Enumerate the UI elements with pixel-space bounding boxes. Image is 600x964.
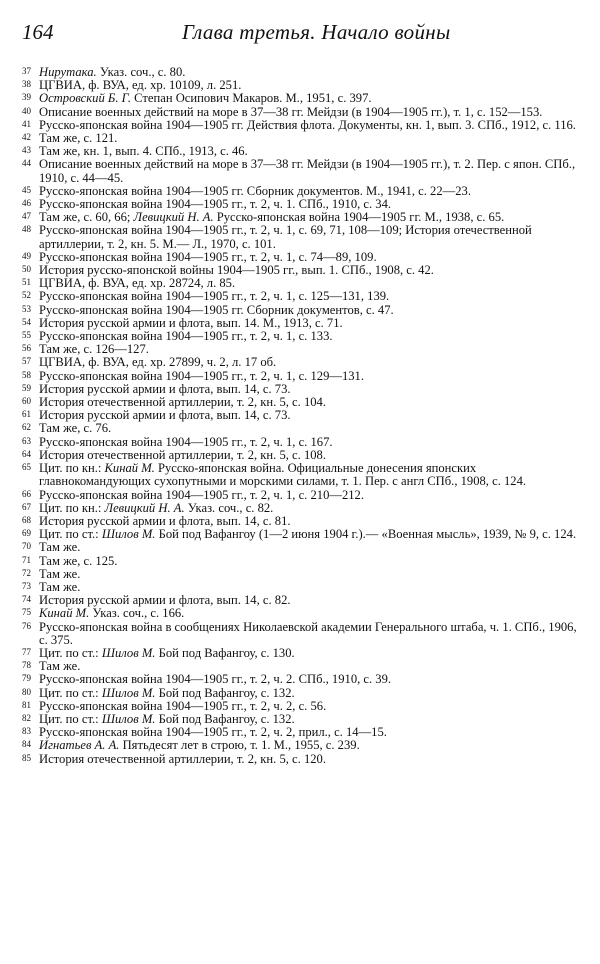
endnote-body: Описание военных действий на море в 37—38 гг. Мейдзи (в 1904—1905 гг.), т. 2. Пер. с япон. СПб., 1910, с. 44—45.	[39, 157, 576, 185]
endnote-text	[39, 699, 326, 713]
endnote-number: 38	[22, 79, 31, 90]
endnote-body: Указ. соч., с. 82.	[187, 500, 274, 515]
endnote-number: 48	[22, 224, 31, 235]
endnote-body: Русско-японская война 1904—1905 гг. Сборник документов. М., 1941, с. 22—23.	[39, 183, 471, 198]
endnote-number: 77	[22, 646, 31, 657]
endnote-body: Там же, с. 125.	[39, 553, 118, 568]
endnote-text	[39, 752, 326, 766]
endnote-number: 71	[22, 554, 31, 565]
endnote-number: 79	[22, 673, 31, 684]
endnote-body: ЦГВИА, ф. ВУА, ед. хр. 28724, л. 85.	[39, 276, 236, 291]
endnote-text	[39, 554, 117, 568]
endnote-body: Русско-японская война 1904—1905 гг., т. 2, ч. 1, с. 69, 71, 108—109; История отечественной артиллерии, т. 2, кн. 5. М.— Л., 1970, с. 101.	[39, 223, 532, 251]
endnote-number: 85	[22, 752, 31, 763]
endnote-number: 39	[22, 92, 31, 103]
endnote-text	[39, 65, 185, 79]
endnote-body: Русско-японская война. Официальные донесения японских главнокомандующих сухопутными и морскими силами, т. 1. Пер. с англ СПб., 1908, с. 124.	[39, 461, 527, 489]
endnote-body: Там же.	[39, 540, 81, 555]
endnote-text	[39, 91, 372, 105]
endnote	[22, 462, 588, 488]
endnote-number: 57	[22, 356, 31, 367]
endnote-body: Там же, с. 121.	[39, 131, 118, 146]
endnote-body: Бой под Вафангоу, с. 132.	[158, 685, 295, 700]
endnote-number: 59	[22, 382, 31, 393]
page-header	[22, 20, 588, 46]
endnote-prefix: Цит. по ст.:	[39, 685, 99, 700]
endnote-body: Пятьдесят лет в строю, т. 1. М., 1955, с. 239.	[122, 738, 360, 753]
endnote-prefix: Цит. по ст.:	[39, 711, 99, 726]
endnote-text	[39, 527, 576, 541]
endnote	[22, 647, 588, 660]
endnote-body: История отечественной артиллерии, т. 2, кн. 5, с. 108.	[39, 447, 326, 462]
endnote-number: 49	[22, 250, 31, 261]
endnote-text	[39, 78, 241, 92]
endnote-author: Нирутака.	[39, 65, 97, 79]
endnote-prefix: Цит. по ст.:	[39, 645, 99, 660]
endnote-number: 78	[22, 660, 31, 671]
endnote-author: Игнатьев А. А.	[39, 738, 120, 753]
endnote-number: 60	[22, 396, 31, 407]
endnote-body: История отечественной артиллерии, т. 2, кн. 5, с. 120.	[39, 751, 326, 766]
endnote-body: История русской армии и флота, вып. 14, с. 81.	[39, 513, 291, 528]
endnote-number: 80	[22, 686, 31, 697]
endnote-text	[39, 501, 273, 515]
endnote-text	[39, 606, 184, 620]
endnote-text	[39, 197, 391, 211]
endnote-body: Русско-японская война 1904—1905 гг., т. 2, ч. 1, с. 74—89, 109.	[39, 249, 377, 264]
endnote	[22, 555, 588, 568]
endnote-text	[39, 263, 434, 277]
endnote-body: Указ. соч., с. 166.	[92, 606, 185, 621]
endnote-author: Шилов М.	[101, 527, 156, 542]
endnote-text	[39, 514, 291, 528]
endnote-text	[39, 395, 326, 409]
endnote-number: 61	[22, 409, 31, 420]
endnote-body: Указ. соч., с. 80.	[99, 65, 186, 79]
endnote-text	[39, 223, 532, 250]
endnote-body: История отечественной артиллерии, т. 2, кн. 5, с. 104.	[39, 395, 326, 410]
endnote-text	[39, 646, 295, 660]
endnote-author: Шилов М.	[101, 711, 156, 726]
endnote-body: Русско-японская война 1904—1905 гг., т. 2, ч. 1, с. 167.	[39, 434, 333, 449]
endnote-text	[39, 672, 391, 686]
endnote-body: Там же.	[39, 579, 81, 594]
endnote-number: 67	[22, 501, 31, 512]
endnote-text	[39, 580, 80, 594]
endnote-number: 42	[22, 132, 31, 143]
endnote-number: 63	[22, 435, 31, 446]
endnote-text	[39, 435, 333, 449]
endnote-text	[39, 659, 80, 673]
endnote-body: Там же.	[39, 566, 81, 581]
endnote-author: Шилов М.	[101, 645, 156, 660]
endnote-text	[39, 421, 111, 435]
endnote-text	[39, 725, 387, 739]
endnotes-list	[22, 66, 588, 766]
endnote-prefix: Цит. по ст.:	[39, 527, 99, 542]
endnote-number: 83	[22, 726, 31, 737]
page-number: 164	[22, 20, 54, 44]
endnote-number: 52	[22, 290, 31, 301]
endnote-number: 72	[22, 567, 31, 578]
endnote-number: 58	[22, 369, 31, 380]
endnote-text	[39, 276, 235, 290]
endnote-number: 73	[22, 580, 31, 591]
endnote-number: 43	[22, 145, 31, 156]
endnote-text	[39, 712, 295, 726]
endnote-body: ЦГВИА, ф. ВУА, ед. хр. 10109, л. 251.	[39, 78, 242, 93]
endnote-body: Русско-японская война 1904—1905 гг., т. 2, ч. 1, с. 129—131.	[39, 368, 364, 383]
endnote-text	[39, 593, 291, 607]
endnote-number: 45	[22, 184, 31, 195]
endnote-text	[39, 131, 117, 145]
endnote-text	[39, 620, 577, 647]
endnote-body: Бой под Вафангоу (1—2 июня 1904 г.).— «Военная мысль», 1939, № 9, с. 124.	[158, 527, 577, 542]
endnote-text	[39, 105, 542, 119]
endnote-text	[39, 540, 80, 554]
endnote-number: 70	[22, 541, 31, 552]
endnote-body: Русско-японская война 1904—1905 гг., т. 2, ч. 2, с. 56.	[39, 698, 327, 713]
endnote-text	[39, 567, 80, 581]
endnote-number: 50	[22, 264, 31, 275]
endnote-body: История русской армии и флота, вып. 14, с. 73.	[39, 408, 291, 423]
endnote-body: Русско-японская война 1904—1905 гг., т. 2, ч. 2, прил., с. 14—15.	[39, 725, 387, 740]
endnote-body: Русско-японская война 1904—1905 гг. Действия флота. Документы, кн. 1, вып. 3. СПб., 1912, с. 116.	[39, 117, 576, 132]
endnote-number: 76	[22, 620, 31, 631]
endnote-body: Русско-японская война 1904—1905 гг., т. 2, ч. 1. СПб., 1910, с. 34.	[39, 197, 392, 212]
endnote-author: Шилов М.	[101, 685, 156, 700]
endnote-text	[39, 303, 394, 317]
endnote-author: Кинай М.	[39, 606, 90, 621]
endnote-number: 74	[22, 594, 31, 605]
endnote-number: 84	[22, 739, 31, 750]
endnote	[22, 568, 588, 581]
endnote	[22, 528, 588, 541]
endnote-body: Бой под Вафангоу, с. 130.	[158, 645, 295, 660]
endnote-number: 62	[22, 422, 31, 433]
endnote	[22, 158, 588, 184]
endnote-number: 56	[22, 343, 31, 354]
endnote-body: ЦГВИА, ф. ВУА, ед. хр. 27899, ч. 2, л. 17 об.	[39, 355, 277, 370]
endnote-body: История русской армии и флота, вып. 14, с. 82.	[39, 593, 291, 608]
endnote-text	[39, 355, 276, 369]
endnote-text	[39, 118, 576, 132]
endnote-number: 75	[22, 607, 31, 618]
endnote	[22, 753, 588, 766]
endnote-text	[39, 461, 526, 488]
endnote-author: Левицкий Н. А.	[104, 500, 185, 515]
endnote-text	[39, 144, 248, 158]
endnote-body: Русско-японская война 1904—1905 гг. Сборник документов, с. 47.	[39, 302, 394, 317]
endnote-text	[39, 157, 575, 184]
endnote-body: История русской армии и флота, вып. 14. М., 1913, с. 71.	[39, 315, 343, 330]
endnote-text	[39, 342, 149, 356]
endnote-number: 40	[22, 105, 31, 116]
endnote-prefix: Цит. по кн.:	[39, 500, 102, 515]
endnote	[22, 621, 588, 647]
endnote-number: 37	[22, 66, 31, 76]
endnote-author: Левицкий Н. А.	[133, 210, 214, 225]
endnote-text	[39, 408, 291, 422]
endnote-number: 41	[22, 118, 31, 129]
endnote-number: 66	[22, 488, 31, 499]
endnote-text	[39, 329, 333, 343]
endnote-text	[39, 369, 364, 383]
endnote-body: Там же, с. 126—127.	[39, 342, 149, 357]
endnote-body: Степан Осипович Макаров. М., 1951, с. 397.	[134, 91, 372, 106]
endnote-text	[39, 382, 291, 396]
endnote-body: Русско-японская война 1904—1905 гг. М., 1938, с. 65.	[216, 210, 505, 225]
endnote-body: Русско-японская война в сообщениях Николаевской академии Генерального штаба, ч. 1. СПб., 1906, с. 375.	[39, 619, 577, 647]
endnote-prefix: Цит. по кн.:	[39, 461, 102, 476]
endnote-number: 46	[22, 198, 31, 209]
endnote-body: Русско-японская война 1904—1905 гг., т. 2, ч. 1, с. 125—131, 139.	[39, 289, 390, 304]
endnote-text	[39, 210, 504, 224]
endnote-number: 47	[22, 211, 31, 222]
endnote-body: Русско-японская война 1904—1905 гг., т. 2, ч. 1, с. 133.	[39, 329, 333, 344]
endnote-body: История русской армии и флота, вып. 14, с. 73.	[39, 381, 291, 396]
endnote-author: Кинай М.	[104, 461, 155, 476]
endnote-number: 81	[22, 699, 31, 710]
endnote-number: 53	[22, 303, 31, 314]
endnote-number: 51	[22, 277, 31, 288]
endnote-prefix: Там же, с. 60, 66;	[39, 210, 131, 225]
endnote-body: Русско-японская война 1904—1905 гг., т. 2, ч. 2. СПб., 1910, с. 39.	[39, 672, 392, 687]
endnote-body: Русско-японская война 1904—1905 гг., т. 2, ч. 1, с. 210—212.	[39, 487, 364, 502]
endnote-body: Там же.	[39, 659, 81, 674]
endnote-text	[39, 488, 364, 502]
endnote-text	[39, 448, 326, 462]
endnote-number: 54	[22, 316, 31, 327]
endnote-text	[39, 250, 377, 264]
endnote-text	[39, 738, 360, 752]
endnote-text	[39, 316, 343, 330]
endnote-body: Описание военных действий на море в 37—38 гг. Мейдзи (в 1904—1905 гг.), т. 1, с. 152—153.	[39, 104, 543, 119]
endnote-number: 55	[22, 330, 31, 341]
endnote-number: 44	[22, 158, 31, 169]
endnote-body: Там же, кн. 1, вып. 4. СПб., 1913, с. 46.	[39, 144, 248, 159]
endnote-text	[39, 184, 471, 198]
endnote-number: 69	[22, 528, 31, 539]
endnote-number: 82	[22, 712, 31, 723]
endnote-body: История русско-японской войны 1904—1905 гг., вып. 1. СПб., 1908, с. 42.	[39, 263, 434, 278]
endnote-number: 68	[22, 514, 31, 525]
endnote	[22, 224, 588, 250]
endnote-body: Бой под Вафангоу, с. 132.	[158, 711, 295, 726]
endnote-body: Там же, с. 76.	[39, 421, 112, 436]
endnote-author: Островский Б. Г.	[39, 91, 131, 106]
endnote-number: 64	[22, 448, 31, 459]
endnote-text	[39, 289, 389, 303]
endnote-text	[39, 686, 295, 700]
running-head: Глава третья. Начало войны	[182, 20, 451, 44]
endnote-number: 65	[22, 462, 31, 473]
